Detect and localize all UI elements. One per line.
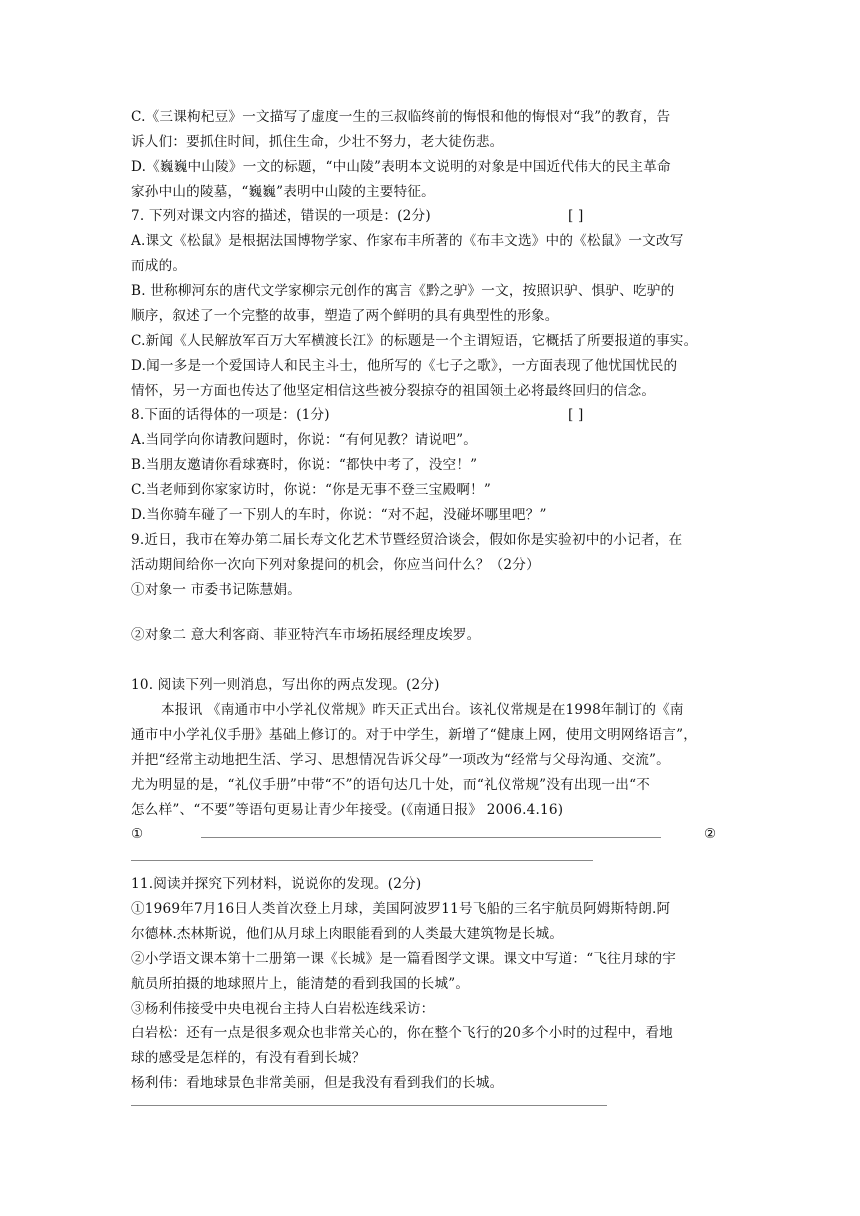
q6-option-d-line2: 家孙中山的陵墓，“巍巍”表明中山陵的主要特征。 [131, 184, 435, 200]
q10-passage-line3: 并把“经常主动地把生活、学习、思想情况告诉父母”一项改为“经常与父母沟通、交流”。 [131, 752, 670, 768]
q6-option-d-line1: D.《巍巍中山陵》一文的标题，“中山陵”表明本文说明的对象是中国近代伟大的民主革命 [131, 159, 671, 175]
q11-answer-line[interactable] [131, 1105, 607, 1106]
q10-stem: 10. 阅读下列一则消息，写出你的两点发现。(2分) [131, 677, 440, 693]
q10-answer-label-2: ② [704, 826, 717, 842]
q8-option-a: A.当同学向你请教问题时，你说：“有何见教？请说吧”。 [131, 432, 478, 448]
q8-answer-bracket: [ ] [568, 407, 584, 423]
q10-answer-label-1: ① [131, 826, 144, 842]
q10-answer-line-2[interactable] [131, 860, 593, 861]
q7-option-c: C.新闻《人民解放军百万大军横渡长江》的标题是一个主谓短语，它概括了所要报道的事实。 [131, 333, 698, 349]
q9-subject-one: ①对象一 市委书记陈慧娟。 [131, 582, 302, 598]
q8-option-c: C.当老师到你家家访时，你说：“你是无事不登三宝殿啊！” [131, 482, 491, 498]
q7-option-d-line1: D.闻一多是一个爱国诗人和民主斗士，他所写的《七子之歌》，一方面表现了他忧国忧民的 [131, 358, 678, 374]
q7-answer-bracket: [ ] [568, 208, 584, 224]
q11-interview-answer: 杨利伟：看地球景色非常美丽，但是我没有看到我们的长城。 [131, 1075, 504, 1091]
q8-option-b: B.当朋友邀请你看球赛时，你说：“都快中考了，没空！” [131, 457, 478, 473]
q9-stem-line1: 9.近日，我市在筹办第二届长寿文化艺术节暨经贸洽谈会，假如你是实验初中的小记者，在 [131, 532, 683, 548]
q7-option-b-line1: B. 世称柳河东的唐代文学家柳宗元创作的寓言《黔之驴》一文，按照识驴、惧驴、吃驴的 [131, 283, 675, 299]
q9-subject-two: ②对象二 意大利客商、菲亚特汽车市场拓展经理皮埃罗。 [131, 627, 481, 643]
q11-material-1-line2: 尔德林.杰林斯说，他们从月球上肉眼能看到的人类最大建筑物是长城。 [131, 926, 564, 942]
q6-option-c-line1: C.《三课枸杞豆》一文描写了虚度一生的三叔临终前的悔恨和他的悔恨对“我”的教育，告 [131, 109, 671, 125]
q8-option-d: D.当你骑车碰了一下别人的车时，你说：“对不起，没碰坏哪里吧？” [131, 507, 547, 523]
q11-material-1-line1: ①1969年7月16日人类首次登上月球，美国阿波罗11号飞船的三名宇航员阿姆斯特朗.阿 [131, 901, 671, 917]
q10-answer-line-1[interactable] [201, 837, 661, 838]
q11-material-2-line2: 航员所拍摄的地球照片上，能清楚的看到我国的长城”。 [131, 976, 470, 992]
q10-passage-line5: 怎么样”、“不要”等语句更易让青少年接受。(《南通日报》 2006.4.16) [131, 802, 564, 818]
q11-stem: 11.阅读并探究下列材料，说说你的发现。(2分) [131, 876, 422, 892]
q11-interview-q-line2: 球的感受是怎样的，有没有看到长城？ [131, 1050, 366, 1066]
q7-option-d-line2: 情怀，另一方面也传达了他坚定相信这些被分裂掠夺的祖国领土必将最终回归的信念。 [131, 383, 656, 399]
q9-stem-line2: 活动期间给你一次向下列对象提问的机会，你应当问什么？（2分） [131, 557, 540, 573]
q11-interview-q-line1: 白岩松：还有一点是很多观众也非常关心的，你在整个飞行的20多个小时的过程中，看地 [131, 1025, 673, 1041]
q11-material-3: ③杨利伟接受中央电视台主持人白岩松连线采访： [131, 1001, 435, 1017]
q7-option-b-line2: 顺序，叙述了一个完整的故事，塑造了两个鲜明的具有典型性的形象。 [131, 308, 559, 324]
q8-stem: 8.下面的话得体的一项是：(1分) [131, 407, 330, 423]
q7-stem: 7. 下列对课文内容的描述，错误的一项是：(2分) [131, 208, 431, 224]
q7-option-a-line2: 而成的。 [131, 258, 187, 274]
q10-passage-line1: 本报讯 《南通市中小学礼仪常规》昨天正式出台。该礼仪常规是在1998年制订的《南 [161, 702, 684, 718]
q10-passage-line2: 通市中小学礼仪手册》基础上修订的。对于中学生，新增了“健康上网，使用文明网络语言”， [131, 727, 698, 743]
q7-option-a-line1: A.课文《松鼠》是根据法国博物学家、作家布丰所著的《布丰文选》中的《松鼠》一文改写 [131, 233, 684, 249]
q10-passage-line4: 尤为明显的是，“礼仪手册”中带“不”的语句达几十处，而“礼仪常规”没有出现一出“不 [131, 777, 651, 793]
q6-option-c-line2: 诉人们：要抓住时间，抓住生命，少壮不努力，老大徒伤悲。 [131, 134, 504, 150]
q11-material-2-line1: ②小学语文课本第十二册第一课《长城》是一篇看图学文课。课文中写道：“飞往月球的宇 [131, 951, 677, 967]
